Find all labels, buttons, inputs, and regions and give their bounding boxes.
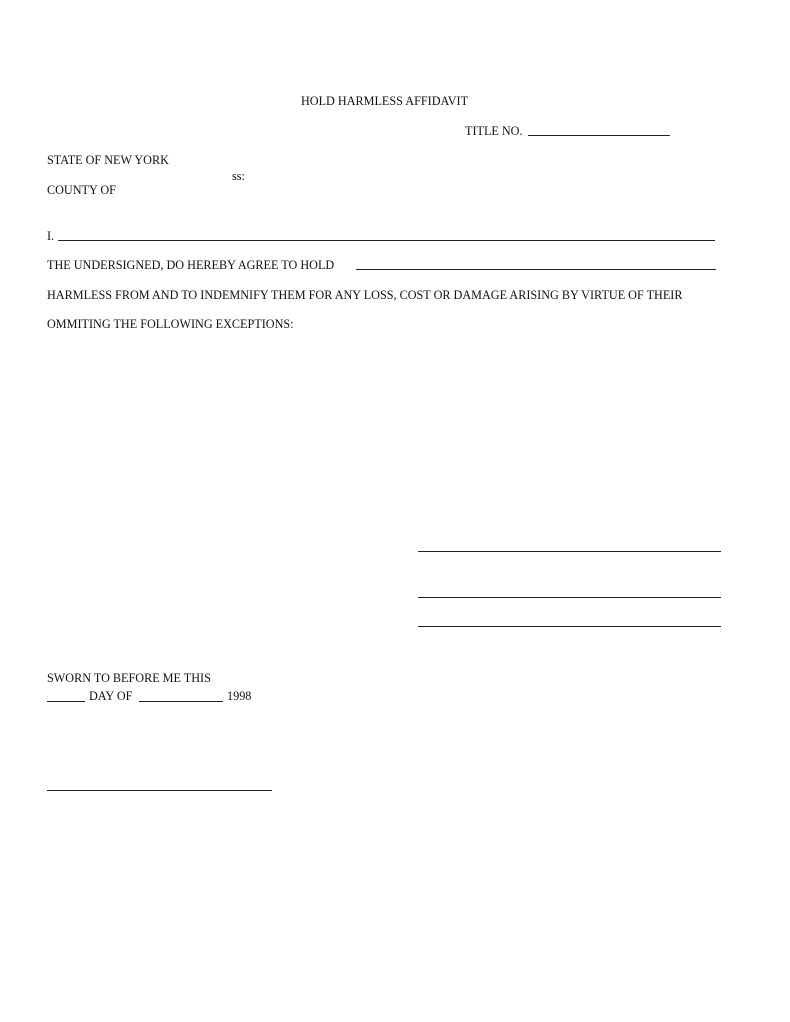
jurat-month-field[interactable] (139, 701, 223, 702)
jurat-year: 1998 (227, 689, 252, 703)
hold-clause: THE UNDERSIGNED, DO HEREBY AGREE TO HOLD (47, 258, 335, 272)
venue-ss: ss: (232, 169, 245, 183)
exceptions-clause: OMMITING THE FOLLOWING EXCEPTIONS: (47, 317, 294, 331)
title-no-field[interactable] (528, 135, 670, 136)
jurat-day-field[interactable] (47, 701, 85, 702)
jurat-day-of: DAY OF (89, 689, 133, 703)
title-no-label: TITLE NO. (465, 124, 523, 138)
affiant-name-field[interactable] (58, 240, 715, 241)
venue-county: COUNTY OF (47, 183, 116, 197)
signature-line-3[interactable] (418, 626, 721, 627)
sworn-statement: SWORN TO BEFORE ME THIS (47, 671, 211, 685)
venue-state: STATE OF NEW YORK (47, 153, 169, 167)
signature-line-1[interactable] (418, 551, 721, 552)
notary-signature-line[interactable] (47, 790, 272, 791)
document-title: HOLD HARMLESS AFFIDAVIT (301, 94, 469, 108)
hold-party-field[interactable] (356, 269, 716, 270)
signature-line-2[interactable] (418, 597, 721, 598)
indemnify-clause: HARMLESS FROM AND TO INDEMNIFY THEM FOR ANY LOSS, COST OR DAMAGE ARISING BY VIRTUE OF THEIR (47, 288, 683, 302)
affiant-prefix: I. (47, 229, 55, 243)
